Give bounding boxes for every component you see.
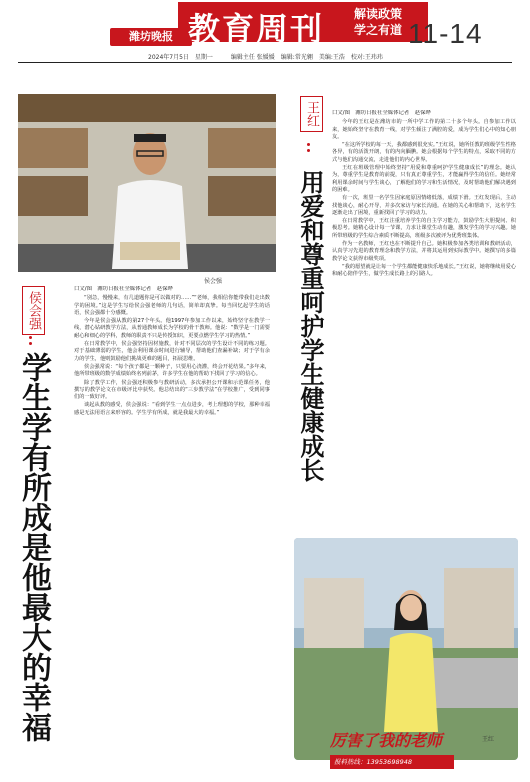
paragraph: 谈起从教的感受，侯会强说：“看到学生一点点进步，考上理想的学校，那种幸福感是无法用语言来形容的。学生学有所成，就是我最大的幸福。”	[74, 402, 270, 416]
paragraph: 有一次，班里一名学生因家庭原因情绪低落，成绩下滑。王红发现后，主动找他谈心，耐心开导，并多次家访与家长沟通。在她的关心和帮助下，这名学生逐渐走出了困境，重新找回了学习的动力。	[332, 195, 516, 216]
photo-credit-hou: 侯会强	[204, 278, 223, 285]
name-tag-hou: 侯会强	[22, 286, 45, 335]
teacher-photo-hou	[18, 94, 276, 272]
issue-info: 2024年7月5日 星期一 编辑主任 张媛媛 编辑:常光翱 美编:王浩 校对:王玮玮	[148, 54, 383, 61]
byline-wang: 口文/图 潍坊日报社全媒体记者 赵保晔	[332, 110, 431, 116]
paragraph: 在日常教学中，侯会强坚持因材施教，针对不同层次的学生设计不同的练习题。对于基础薄弱的学生，他会利用课余时间进行辅导，帮助他们查漏补缺；对于学有余力的学生，他则鼓励他们挑战更难的题目，拓展思维。	[74, 341, 270, 362]
headline-hou: 学生学有所成是他最大的幸福	[16, 352, 51, 742]
section-banner	[178, 2, 428, 48]
section-slogan	[354, 6, 402, 38]
name-divider-dots	[27, 333, 33, 348]
name-divider-dots	[305, 140, 311, 155]
section-title: 教育周刊	[188, 10, 325, 48]
masthead-rule	[18, 62, 512, 63]
paragraph: 今年的王红是在潍坊市的一所中学工作的第二十多个年头。自参加工作以来，她始终坚守在教育一线，对学生倾注了满腔的爱，成为学生们心中的知心朋友。	[332, 119, 516, 140]
teacher-figure	[376, 582, 446, 732]
article-body-wang	[332, 110, 516, 534]
slogan-line-1: 解读政策	[354, 7, 403, 21]
teacher-figure	[100, 124, 200, 269]
column-banner	[330, 728, 520, 772]
paragraph: 在日常教学中，王红注重培养学生的自主学习能力，鼓励学生大胆提问、积极思考。她精心设计每一节课，力求让课堂生动有趣，激发学生的学习兴趣。她所带班级的学生综合素质不断提高，班级多次被评为优秀班集体。	[332, 218, 516, 239]
page-range: 11-14	[408, 18, 483, 49]
paragraph: “在这所学校的每一天，我都感到很充实。”王红说，她所任教的班级学生性格各异，有的活泼开朗，有的内向腼腆。她会根据每个学生的特点，采取不同的方式与他们沟通交流，走进他们的内心世界。	[332, 142, 516, 163]
name-tag-wang: 王红	[300, 96, 323, 132]
paragraph: 王红在班级管理中始终坚持“用爱和尊重呵护学生健康成长”的理念。她认为，尊重学生是教育的前提，只有真正尊重学生，才能赢得学生的信任。她经常利用课余时间与学生谈心，了解他们的学习和生活情况，及时帮助他们解决遇到的困难。	[332, 165, 516, 193]
paper-logo: 潍坊晚报	[110, 28, 192, 46]
paragraph: 今年是侯会强从教的第27个年头。他1997年参加工作以来，始终坚守在教学一线，潜心钻研教学方法，从普通教师成长为学校的骨干教师。他说：“数学是一门需要耐心和细心的学科，教师的职责不只是传授知识，更要点燃学生学习的热情。”	[74, 318, 270, 339]
teacher-photo-wang	[294, 538, 518, 760]
paragraph: “我的愿望就是让每一个学生都能健康快乐地成长。”王红说，她将继续用爱心和耐心陪伴学生，做学生成长路上的引路人。	[332, 263, 516, 278]
photo-credit-wang: 王红	[482, 736, 495, 743]
byline-hou: 口文/图 潍坊日报社全媒体记者 赵保晔	[74, 286, 173, 292]
headline-wang: 用爱和尊重呵护学生健康成长	[296, 170, 325, 482]
article-body-hou	[74, 286, 270, 770]
paragraph: 侯会强常说：“每个孩子都是一颗种子，只要用心浇灌，终会开花结果。”多年来，他所带班级的数学成绩始终名列前茅，许多学生在他的帮助下找回了学习的信心。	[74, 363, 270, 378]
news-hotline: 报料热线：13953698948	[330, 755, 454, 769]
column-title: 厉害了我的老师	[330, 731, 443, 750]
slogan-line-2: 学之有道	[354, 23, 403, 37]
paragraph: 除了教学工作，侯会强还积极参与教研活动，多次承担公开课和示范课任务，他撰写的教学论文在市级评比中获奖。他总结出的“三步教学法”在学校推广，受到同事们的一致好评。	[74, 379, 270, 401]
masthead	[0, 0, 530, 62]
paragraph: “别急，慢慢来，有几道题你是可以做对的……”“老师，我相信你能带我们走出数学的困境。”这是学生写给侯会强老师的几句话，简单却真挚。每当回忆起学生的话语，侯会强都十分感慨。	[74, 295, 270, 316]
paragraph: 作为一名教师，王红也在不断提升自己。她积极参加各类培训和教研活动，认真学习先进的教育理念和教学方法，并将其运用到实际教学中。她撰写的多篇教学论文获得市级奖项。	[332, 241, 516, 262]
